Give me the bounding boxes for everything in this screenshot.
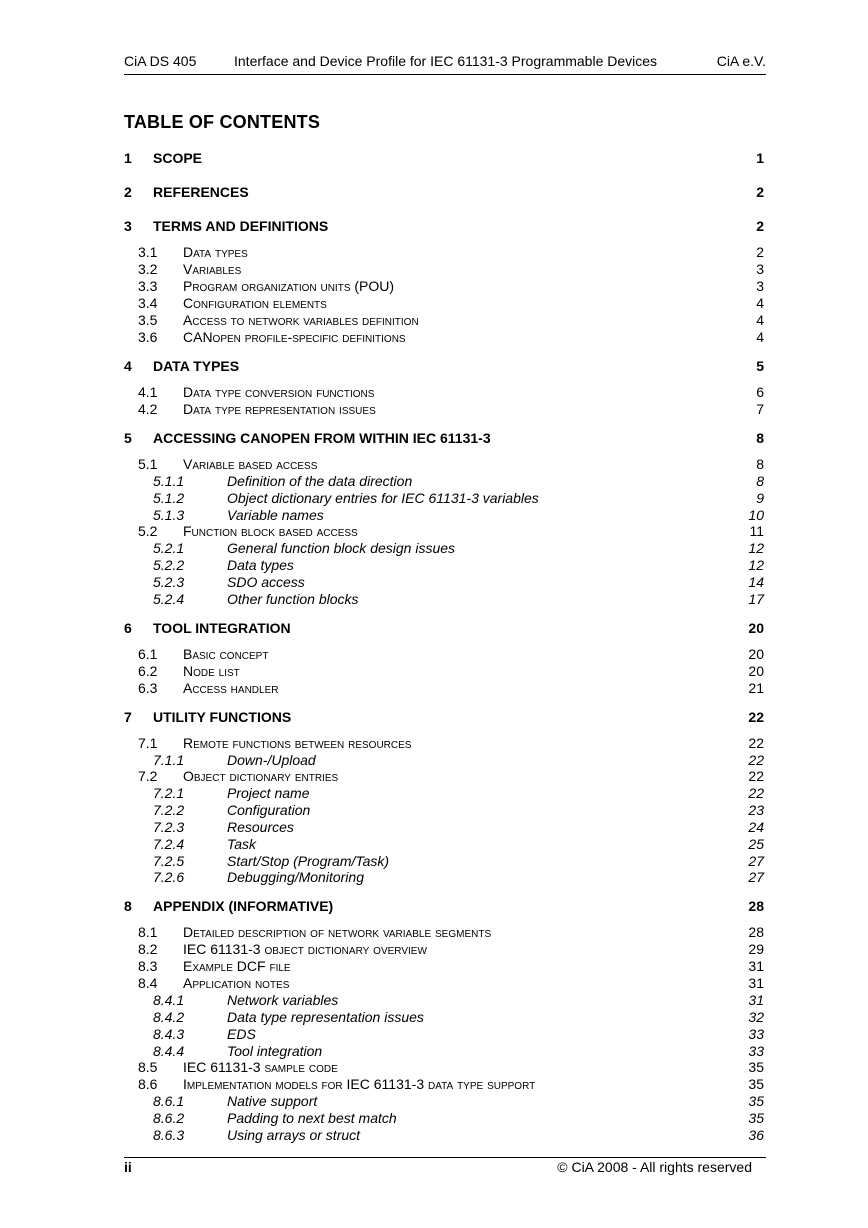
toc-entry-page: 3 <box>756 261 764 277</box>
toc-entry-level-3[interactable] <box>124 574 764 591</box>
toc-entry-page: 8 <box>756 456 764 472</box>
toc-entry-number: 4.2 <box>138 401 158 417</box>
toc-entry-page: 27 <box>748 869 764 886</box>
toc-entry-number: 5.1.1 <box>153 473 185 489</box>
toc-entry-level-2[interactable] <box>124 958 764 975</box>
toc-entry-page: 2 <box>756 184 764 200</box>
toc-entry-level-3[interactable] <box>124 853 764 870</box>
toc-entry-level-2[interactable] <box>124 523 764 540</box>
toc-entry-page: 10 <box>748 506 764 523</box>
toc-entry-level-3[interactable] <box>124 591 764 608</box>
toc-entry-level-2[interactable] <box>124 663 764 680</box>
toc-entry-page: 35 <box>748 1059 764 1076</box>
header-publisher: CiA e.V. <box>716 53 766 69</box>
toc-entry-number: 8.3 <box>138 958 158 975</box>
toc-entry-number: 1 <box>124 150 132 166</box>
toc-entry-number: 6.1 <box>138 645 158 662</box>
toc-entry-level-3[interactable] <box>124 802 764 819</box>
toc-entry-number: 4.1 <box>138 384 158 400</box>
toc-entry-number: 5.1.2 <box>153 489 185 506</box>
toc-entry-title: Tool integration <box>227 1042 323 1059</box>
toc-entry-level-2[interactable] <box>124 295 764 312</box>
toc-entry-title: Data types <box>183 244 248 260</box>
toc-entry-title: Debugging/Monitoring <box>227 869 364 886</box>
toc-entry-level-1[interactable] <box>124 358 764 380</box>
toc-entry-page: 33 <box>748 1042 764 1059</box>
toc-entry-title: Implementation models for IEC 61131-3 data type support <box>183 1076 536 1093</box>
toc-entry-level-2[interactable] <box>124 924 764 941</box>
toc-entry-title: Data type representation issues <box>227 1008 424 1025</box>
toc-entry-number: 6.2 <box>138 662 158 679</box>
toc-entry-title: Project name <box>227 785 310 802</box>
toc-entry-level-3[interactable] <box>124 1093 764 1110</box>
toc-entry-level-3[interactable] <box>124 507 764 524</box>
toc-entry-title: Node list <box>183 662 240 679</box>
toc-entry-page: 7 <box>756 401 764 417</box>
toc-entry-title: Variable names <box>227 506 324 523</box>
toc-entry-number: 8.4.4 <box>153 1042 185 1059</box>
toc-entry-page: 6 <box>756 384 764 400</box>
toc-entry-title: Network variables <box>227 992 339 1009</box>
toc-entry-title: UTILITY FUNCTIONS <box>153 708 292 725</box>
toc-entry-title: Resources <box>227 818 294 835</box>
toc-entry-title: Start/Stop (Program/Task) <box>227 852 390 869</box>
toc-entry-title: Access to network variables definition <box>183 312 419 328</box>
toc-entry-level-2[interactable] <box>124 261 764 278</box>
toc-entry-page: 11 <box>749 523 764 540</box>
toc-entry-page: 14 <box>748 573 764 590</box>
toc-entry-level-2[interactable] <box>124 1059 764 1076</box>
toc-entry-page: 20 <box>748 662 764 679</box>
toc-entry-title: Object dictionary entries <box>183 768 339 785</box>
toc-entry-title: Down-/Upload <box>227 751 316 768</box>
toc-entry-title: General function block design issues <box>227 540 456 557</box>
toc-entry-title: Definition of the data direction <box>227 473 413 489</box>
toc-entry-number: 8.6.3 <box>153 1126 185 1143</box>
toc-entry-title: Example DCF file <box>183 958 291 975</box>
toc-entry-page: 22 <box>748 768 764 785</box>
toc-entry-title: SDO access <box>227 573 305 590</box>
toc-entry-number: 3 <box>124 218 132 234</box>
toc-entry-page: 27 <box>748 852 764 869</box>
toc-entry-title: Access handler <box>183 679 279 696</box>
toc-entry-page: 29 <box>748 941 764 958</box>
toc-entry-number: 5.2.1 <box>153 540 185 557</box>
toc-entry-level-2[interactable] <box>124 646 764 663</box>
toc-entry-number: 7.2.2 <box>153 802 185 819</box>
toc-entry-page: 25 <box>748 835 764 852</box>
toc-entry-number: 5.2.3 <box>153 573 185 590</box>
toc-entry-level-2[interactable] <box>124 941 764 958</box>
toc-entry-page: 9 <box>756 489 764 506</box>
toc-entry-level-2[interactable] <box>124 768 764 785</box>
toc-entry-title: Data types <box>227 557 294 574</box>
toc-entry-page: 36 <box>748 1126 764 1143</box>
toc-entry-number: 5 <box>124 430 132 446</box>
toc-entry-title: Basic concept <box>183 645 269 662</box>
toc-entry-level-3[interactable] <box>124 992 764 1009</box>
toc-entry-title: Object dictionary entries for IEC 61131-3 variables <box>227 489 539 506</box>
toc-entry-level-3[interactable] <box>124 819 764 836</box>
toc-entry-title: Configuration <box>227 802 311 819</box>
toc-entry-page: 1 <box>756 150 764 166</box>
toc-entry-title: CANopen profile-specific definitions <box>183 329 406 345</box>
toc-entry-number: 8.4.2 <box>153 1008 185 1025</box>
toc-entry-level-3[interactable] <box>124 836 764 853</box>
toc-entry-number: 3.5 <box>138 312 158 328</box>
toc-entry-page: 24 <box>748 818 764 835</box>
table-of-contents <box>124 150 764 1144</box>
toc-entry-title: Detailed description of network variable segments <box>183 924 492 941</box>
toc-entry-page: 22 <box>748 785 764 802</box>
toc-entry-number: 3.3 <box>138 278 158 294</box>
toc-entry-title: Native support <box>227 1093 318 1110</box>
toc-entry-page: 17 <box>748 590 764 607</box>
toc-entry-title: Task <box>227 835 257 852</box>
toc-entry-level-3[interactable] <box>124 785 764 802</box>
toc-entry-page: 35 <box>748 1076 764 1093</box>
toc-entry-level-2[interactable] <box>124 735 764 752</box>
toc-entry-page: 4 <box>756 295 764 311</box>
toc-entry-number: 8.6.2 <box>153 1110 185 1127</box>
toc-entry-page: 22 <box>748 751 764 768</box>
toc-entry-page: 33 <box>748 1025 764 1042</box>
toc-entry-level-2[interactable] <box>124 401 764 418</box>
toc-entry-number: 8.1 <box>138 924 158 941</box>
toc-entry-number: 4 <box>124 358 132 374</box>
toc-entry-level-2[interactable] <box>124 384 764 401</box>
toc-entry-number: 7 <box>124 708 132 725</box>
toc-entry-level-1[interactable] <box>124 709 764 731</box>
toc-entry-level-2[interactable] <box>124 1076 764 1093</box>
toc-entry-page: 4 <box>756 312 764 328</box>
toc-entry-page: 4 <box>756 329 764 345</box>
toc-entry-level-3[interactable] <box>124 473 764 490</box>
toc-entry-number: 7.2.4 <box>153 835 185 852</box>
toc-entry-number: 8.5 <box>138 1059 158 1076</box>
toc-entry-number: 3.6 <box>138 329 158 345</box>
toc-entry-level-2[interactable] <box>124 680 764 697</box>
toc-entry-title: TERMS AND DEFINITIONS <box>153 218 329 234</box>
toc-entry-level-2[interactable] <box>124 312 764 329</box>
toc-entry-number: 5.1 <box>138 456 158 472</box>
toc-entry-number: 7.1.1 <box>153 751 185 768</box>
toc-entry-title: Remote functions between resources <box>183 734 412 751</box>
toc-entry-page: 23 <box>748 802 764 819</box>
toc-entry-number: 6.3 <box>138 679 158 696</box>
toc-entry-level-1[interactable] <box>124 430 764 452</box>
toc-entry-level-2[interactable] <box>124 975 764 992</box>
toc-entry-title: SCOPE <box>153 150 203 166</box>
toc-entry-title: Other function blocks <box>227 590 359 607</box>
toc-entry-page: 20 <box>748 619 764 636</box>
toc-entry-title: TOOL INTEGRATION <box>153 619 291 636</box>
toc-entry-number: 2 <box>124 184 132 200</box>
toc-entry-page: 28 <box>748 898 764 915</box>
toc-entry-level-1[interactable] <box>124 150 764 172</box>
toc-entry-title: APPENDIX (INFORMATIVE) <box>153 898 334 915</box>
toc-entry-level-1[interactable] <box>124 184 764 206</box>
page-footer <box>124 1157 766 1180</box>
toc-entry-number: 5.2.4 <box>153 590 185 607</box>
toc-entry-title: Function block based access <box>183 523 358 540</box>
toc-entry-number: 7.2.1 <box>153 785 185 802</box>
toc-entry-number: 8.4 <box>138 975 158 992</box>
toc-entry-page: 21 <box>748 679 764 696</box>
toc-entry-title: Data type representation issues <box>183 401 376 417</box>
toc-entry-level-1[interactable] <box>124 620 764 642</box>
toc-entry-number: 5.1.3 <box>153 506 185 523</box>
toc-entry-page: 28 <box>748 924 764 941</box>
toc-entry-number: 7.2 <box>138 768 158 785</box>
toc-entry-title: ACCESSING CANOPEN FROM WITHIN IEC 61131-3 <box>153 430 491 446</box>
toc-entry-title: IEC 61131-3 sample code <box>183 1059 338 1076</box>
toc-entry-level-2[interactable] <box>124 456 764 473</box>
toc-entry-number: 8.4.3 <box>153 1025 185 1042</box>
toc-entry-number: 7.2.3 <box>153 818 185 835</box>
toc-entry-level-3[interactable] <box>124 540 764 557</box>
footer-page-number: ii <box>124 1159 132 1175</box>
toc-entry-page: 32 <box>748 1008 764 1025</box>
page-header <box>124 52 766 75</box>
toc-entry-level-2[interactable] <box>124 329 764 346</box>
toc-entry-number: 5.2.2 <box>153 557 185 574</box>
toc-entry-page: 2 <box>756 244 764 260</box>
toc-entry-level-3[interactable] <box>124 1110 764 1127</box>
toc-entry-title: REFERENCES <box>153 184 249 200</box>
toc-entry-level-3[interactable] <box>124 869 764 886</box>
toc-entry-page: 22 <box>748 734 764 751</box>
toc-entry-number: 8.2 <box>138 941 158 958</box>
toc-entry-level-3[interactable] <box>124 490 764 507</box>
toc-entry-level-3[interactable] <box>124 1127 764 1144</box>
toc-entry-number: 8.6 <box>138 1076 158 1093</box>
toc-entry-page: 8 <box>756 430 764 446</box>
toc-entry-page: 35 <box>748 1110 764 1127</box>
toc-entry-level-3[interactable] <box>124 1009 764 1026</box>
toc-entry-title: Padding to next best match <box>227 1110 397 1127</box>
toc-entry-number: 3.4 <box>138 295 158 311</box>
toc-entry-number: 7.2.6 <box>153 869 185 886</box>
toc-entry-title: Variables <box>183 261 242 277</box>
toc-entry-title: IEC 61131-3 object dictionary overview <box>183 941 427 958</box>
toc-entry-title: EDS <box>227 1025 256 1042</box>
toc-entry-page: 31 <box>748 975 764 992</box>
toc-entry-level-3[interactable] <box>124 1026 764 1043</box>
toc-entry-page: 8 <box>756 473 764 489</box>
toc-entry-page: 31 <box>748 958 764 975</box>
toc-entry-number: 3.2 <box>138 261 158 277</box>
toc-entry-level-1[interactable] <box>124 898 764 920</box>
toc-entry-title: Data type conversion functions <box>183 384 375 400</box>
toc-entry-number: 7.1 <box>138 734 158 751</box>
header-doc-title: Interface and Device Profile for IEC 61131-3 Programmable Devices <box>234 53 658 69</box>
toc-entry-title: Using arrays or struct <box>227 1126 361 1143</box>
toc-entry-number: 8.6.1 <box>153 1093 185 1110</box>
toc-entry-page: 5 <box>756 358 764 374</box>
toc-entry-number: 6 <box>124 619 132 636</box>
toc-entry-number: 8.4.1 <box>153 992 185 1009</box>
footer-copyright: © CiA 2008 - All rights reserved <box>557 1159 752 1175</box>
toc-entry-title: DATA TYPES <box>153 358 240 374</box>
toc-entry-page: 2 <box>756 218 764 234</box>
toc-entry-level-3[interactable] <box>124 752 764 769</box>
toc-entry-page: 20 <box>748 645 764 662</box>
header-doc-id: CiA DS 405 <box>124 53 197 69</box>
toc-heading: TABLE OF CONTENTS <box>124 112 321 132</box>
toc-entry-title: Application notes <box>183 975 290 992</box>
toc-entry-level-2[interactable] <box>124 244 764 261</box>
toc-entry-number: 7.2.5 <box>153 852 185 869</box>
toc-entry-title: Variable based access <box>183 456 318 472</box>
toc-entry-level-3[interactable] <box>124 1043 764 1060</box>
toc-entry-page: 22 <box>748 708 764 725</box>
toc-entry-page: 3 <box>756 278 764 294</box>
toc-entry-level-1[interactable] <box>124 218 764 240</box>
toc-entry-level-2[interactable] <box>124 278 764 295</box>
toc-entry-number: 3.1 <box>138 244 158 260</box>
toc-entry-page: 31 <box>748 992 764 1009</box>
toc-entry-page: 35 <box>748 1093 764 1110</box>
toc-entry-page: 12 <box>748 540 764 557</box>
toc-entry-number: 5.2 <box>138 523 158 540</box>
toc-entry-title: Program organization units (POU) <box>183 278 395 294</box>
toc-entry-title: Configuration elements <box>183 295 327 311</box>
toc-entry-number: 8 <box>124 898 132 915</box>
toc-entry-level-3[interactable] <box>124 557 764 574</box>
toc-entry-page: 12 <box>748 557 764 574</box>
